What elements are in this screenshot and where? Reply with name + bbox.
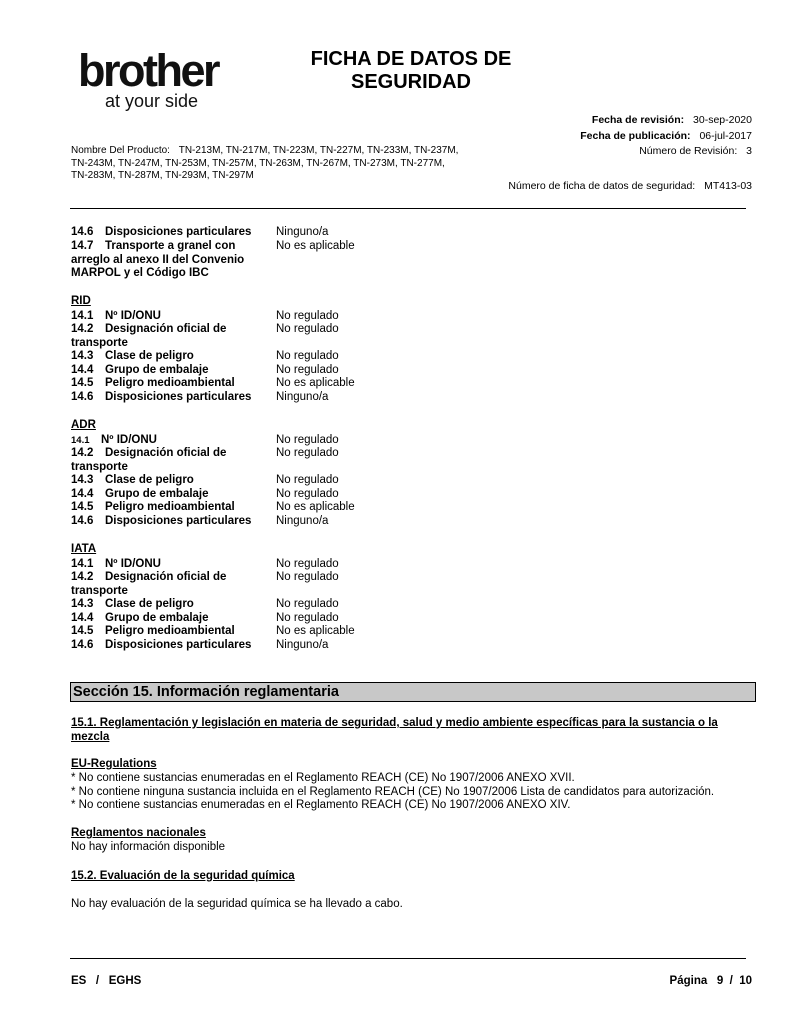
row-label: Nº ID/ONU — [101, 434, 157, 446]
row-label-cont: transporte — [71, 336, 128, 349]
row-value: No es aplicable — [276, 625, 355, 637]
eu-regulations-heading: EU-Regulations — [71, 758, 157, 770]
row-number: 14.3 — [71, 474, 94, 486]
row-value: Ninguno/a — [276, 391, 329, 403]
row-label: Peligro medioambiental — [105, 377, 235, 389]
subsection-15-1-title — [71, 717, 746, 744]
revision-date-label: Fecha de revisión: — [591, 114, 685, 126]
sds-number-label: Número de ficha de datos de seguridad: — [508, 180, 696, 192]
row-label: Grupo de embalaje — [105, 488, 209, 500]
footer-page-number: Página 9 / 10 — [669, 975, 752, 987]
row-label-cont: transporte — [71, 584, 128, 597]
national-regulations-heading: Reglamentos nacionales — [71, 827, 206, 839]
row-label: Designación oficial de — [105, 571, 227, 583]
row-label: Designación oficial de — [105, 447, 227, 459]
row-number: 14.1 — [71, 310, 94, 322]
row-number: 14.6 — [71, 639, 94, 651]
row-value: No regulado — [276, 434, 339, 446]
row-number: 14.2 — [71, 447, 94, 459]
document-title: FICHA DE DATOS DE SEGURIDAD — [310, 48, 512, 93]
row-number: 14.4 — [71, 488, 94, 500]
product-line-2: TN-243M, TN-247M, TN-253M, TN-257M, TN-263M, TN-267M, TN-273M, TN-277M, — [71, 157, 445, 169]
brother-logo: brother — [78, 45, 218, 96]
eu-item-3: * No contiene sustancias enumeradas en el Reglamento REACH (CE) No 1907/2006 ANEXO XIV. — [71, 799, 571, 811]
row-number: 14.1 — [71, 435, 90, 446]
row-value: Ninguno/a — [276, 639, 329, 651]
revision-number: 3 — [746, 145, 752, 157]
publication-date-label: Fecha de publicación: — [580, 130, 691, 142]
row-number: 14.7 — [71, 240, 94, 252]
revision-date-line — [592, 114, 752, 127]
product-label: Nombre Del Producto: — [71, 145, 170, 156]
row-label: Disposiciones particulares — [105, 391, 252, 403]
row-value: No regulado — [276, 364, 339, 376]
row-value: Ninguno/a — [276, 226, 329, 238]
row-value: No regulado — [276, 612, 339, 624]
row-number: 14.3 — [71, 350, 94, 362]
row-label-cont: transporte — [71, 460, 128, 473]
row-value: No es aplicable — [276, 377, 355, 389]
row-label-cont: arreglo al anexo II del Convenio — [71, 253, 245, 266]
national-regulations-text: No hay información disponible — [71, 841, 226, 853]
publication-date: 06-jul-2017 — [699, 130, 752, 142]
row-value: No regulado — [276, 447, 339, 459]
subsection-15-1-line-1: 15.1. Reglamentación y legislación en materia de seguridad, salud y medio ambiente específicas para la sustancia o la — [71, 717, 718, 729]
row-number: 14.2 — [71, 323, 94, 335]
row-label: Disposiciones particulares — [105, 226, 252, 238]
row-number: 14.6 — [71, 391, 94, 403]
row-value: No regulado — [276, 323, 339, 335]
subsection-15-2-title: 15.2. Evaluación de la seguridad química — [71, 870, 295, 882]
row-label: Peligro medioambiental — [105, 625, 235, 637]
row-number: 14.3 — [71, 598, 94, 610]
row-number: 14.4 — [71, 364, 94, 376]
row-value: No es aplicable — [276, 501, 355, 513]
row-label: Clase de peligro — [105, 598, 194, 610]
row-label-cont: MARPOL y el Código IBC — [71, 267, 209, 280]
product-line-1: TN-213M, TN-217M, TN-223M, TN-227M, TN-233M, TN-237M, — [178, 145, 459, 156]
publication-date-line — [580, 130, 752, 143]
sds-number: MT413-03 — [704, 180, 752, 192]
header-divider — [70, 208, 746, 209]
row-value: No regulado — [276, 571, 339, 583]
row-number: 14.4 — [71, 612, 94, 624]
row-number: 14.5 — [71, 625, 94, 637]
row-label: Peligro medioambiental — [105, 501, 235, 513]
row-number: 14.1 — [71, 558, 94, 570]
row-label: Grupo de embalaje — [105, 364, 209, 376]
row-number: 14.6 — [71, 515, 94, 527]
row-label: Disposiciones particulares — [105, 639, 252, 651]
row-label: Nº ID/ONU — [105, 310, 161, 322]
revision-number-label: Número de Revisión: — [639, 145, 738, 157]
eu-item-1: * No contiene sustancias enumeradas en el Reglamento REACH (CE) No 1907/2006 ANEXO XVII. — [71, 772, 575, 784]
row-label: Transporte a granel con — [105, 240, 236, 252]
section-15-title: Sección 15. Información reglamentaria — [70, 682, 756, 702]
iata-heading: IATA — [71, 543, 97, 555]
eu-item-2: * No contiene ninguna sustancia incluida en el Reglamento REACH (CE) No 1907/2006 Lista de candidatos para autorización. — [71, 786, 715, 798]
sds-number-line — [508, 180, 752, 193]
row-value: No regulado — [276, 488, 339, 500]
row-label: Designación oficial de — [105, 323, 227, 335]
row-value: Ninguno/a — [276, 515, 329, 527]
subsection-15-2-text: No hay evaluación de la seguridad química se ha llevado a cabo. — [71, 898, 403, 910]
row-value: No regulado — [276, 350, 339, 362]
subsection-15-1-line-2: mezcla — [71, 730, 110, 743]
row-number: 14.2 — [71, 571, 94, 583]
product-name-block — [71, 145, 491, 183]
row-label: Disposiciones particulares — [105, 515, 252, 527]
row-label: Clase de peligro — [105, 350, 194, 362]
revision-number-line — [639, 145, 752, 158]
row-number: 14.5 — [71, 377, 94, 389]
product-line-3: TN-283M, TN-287M, TN-293M, TN-297M — [71, 170, 254, 181]
footer-divider — [70, 958, 746, 959]
row-label: Grupo de embalaje — [105, 612, 209, 624]
logo-tagline: at your side — [105, 91, 199, 111]
row-label: Clase de peligro — [105, 474, 194, 486]
row-number: 14.5 — [71, 501, 94, 513]
row-label: Nº ID/ONU — [105, 558, 161, 570]
row-value: No regulado — [276, 310, 339, 322]
row-number: 14.6 — [71, 226, 94, 238]
row-value: No es aplicable — [276, 240, 355, 252]
adr-heading: ADR — [71, 419, 96, 431]
row-value: No regulado — [276, 598, 339, 610]
row-value: No regulado — [276, 474, 339, 486]
row-value: No regulado — [276, 558, 339, 570]
footer-language: ES / EGHS — [71, 975, 142, 987]
revision-date: 30-sep-2020 — [693, 114, 752, 126]
rid-heading: RID — [71, 295, 91, 307]
